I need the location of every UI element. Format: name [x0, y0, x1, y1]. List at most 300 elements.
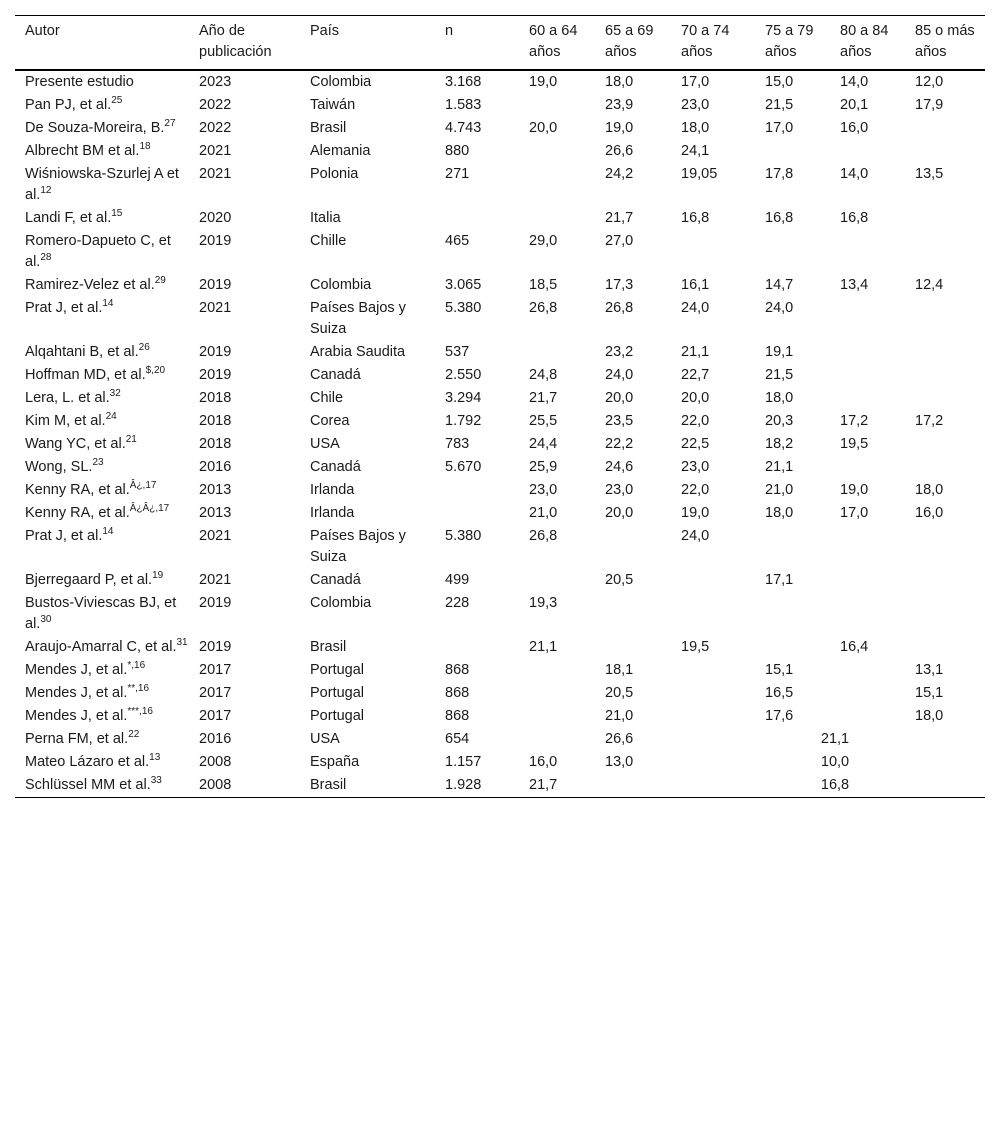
sample-size-cell: 1.583 [445, 97, 482, 113]
country-cell: Canadá [310, 572, 361, 588]
author-cell [15, 728, 189, 751]
value-60-64-cell: 16,0 [529, 754, 558, 770]
value-60-64-cell [519, 659, 595, 682]
column-header: 85 o más años [915, 23, 975, 60]
value-85-plus-cell [905, 387, 985, 410]
author-name: Kim M, et al. [25, 413, 106, 429]
value-65-69-cell: 23,9 [605, 97, 634, 113]
author-name: Bustos-Viviescas BJ, et al. [25, 595, 177, 632]
value-65-69-cell: 23,5 [605, 413, 634, 429]
country-cell: Alemania [310, 143, 371, 159]
table-row [15, 387, 985, 410]
year-cell: 2019 [199, 367, 232, 383]
value-70-74-cell: 23,0 [681, 459, 710, 475]
year-cell: 2018 [199, 413, 232, 429]
year-cell: 2017 [199, 708, 232, 724]
country-cell: Portugal [310, 662, 365, 678]
sample-size-cell: 868 [445, 685, 470, 701]
author-name: Araujo-Amarral C, et al. [25, 639, 177, 655]
year-cell: 2008 [199, 754, 232, 770]
value-85-plus-cell [905, 636, 985, 659]
table-row [15, 163, 985, 207]
value-75-84-cell: 10,0 [820, 754, 850, 770]
value-65-69-cell [595, 592, 671, 636]
value-60-64-cell: 21,0 [529, 505, 558, 521]
value-75-84-cell: 21,1 [820, 731, 850, 747]
author-name: Hoffman MD, et al. [25, 367, 146, 383]
value-80-84-cell: 17,0 [840, 505, 869, 521]
author-name: Prat J, et al. [25, 528, 103, 544]
value-80-84-cell [830, 659, 905, 682]
value-80-84-cell: 16,4 [840, 639, 869, 655]
table-row [15, 705, 985, 728]
value-70-74-cell: 16,1 [681, 277, 710, 293]
sample-size-cell: 537 [445, 344, 470, 360]
table-row [15, 364, 985, 387]
value-60-64-cell [519, 682, 595, 705]
value-80-84-cell [830, 341, 905, 364]
value-60-64-cell: 21,7 [529, 777, 558, 793]
value-65-69-cell: 26,8 [605, 300, 634, 316]
country-cell: Colombia [310, 277, 372, 293]
reference-superscript: 14 [102, 526, 114, 538]
value-80-84-cell [830, 456, 905, 479]
value-60-64-cell [519, 728, 595, 751]
sample-size-cell [435, 207, 519, 230]
reference-superscript: 12 [40, 185, 52, 197]
year-cell: 2019 [199, 233, 232, 249]
value-70-74-cell: 22,0 [681, 482, 710, 498]
country-cell: Arabia Saudita [310, 344, 406, 360]
value-70-74-cell: 23,0 [681, 97, 710, 113]
table-header-row [15, 16, 985, 71]
value-75-79-cell: 21,0 [765, 482, 794, 498]
value-65-69-cell [595, 525, 671, 569]
value-80-84-cell: 14,0 [840, 74, 869, 90]
value-80-84-cell: 17,2 [840, 413, 869, 429]
table-row [15, 140, 985, 163]
value-75-79-cell: 21,5 [765, 367, 794, 383]
author-cell [15, 774, 189, 798]
reference-superscript: 28 [40, 252, 52, 264]
table-row [15, 297, 985, 341]
sample-size-cell: 5.380 [445, 528, 482, 544]
sample-size-cell: 465 [445, 233, 470, 249]
value-70-74-cell: 21,1 [681, 344, 710, 360]
value-85-plus-cell: 17,2 [915, 413, 944, 429]
value-65-69-cell: 20,5 [605, 685, 634, 701]
year-cell: 2019 [199, 277, 232, 293]
value-70-74-cell: 22,5 [681, 436, 710, 452]
value-80-84-cell [830, 140, 905, 163]
table-row [15, 433, 985, 456]
table-row [15, 117, 985, 140]
table-row [15, 728, 985, 751]
author-cell [15, 163, 189, 207]
author-name: Wong, SL. [25, 459, 93, 475]
value-85-plus-cell [905, 569, 985, 592]
year-cell: 2021 [199, 300, 232, 316]
country-cell: Brasil [310, 777, 347, 793]
value-60-64-cell: 29,0 [529, 233, 558, 249]
year-cell: 2018 [199, 436, 232, 452]
value-85-plus-cell [905, 456, 985, 479]
value-80-84-cell: 19,5 [840, 436, 869, 452]
table-row [15, 636, 985, 659]
author-cell [15, 479, 189, 502]
country-cell: Polonia [310, 166, 359, 182]
year-cell: 2021 [199, 528, 232, 544]
author-name: Kenny RA, et al. [25, 505, 130, 521]
value-80-84-cell [830, 682, 905, 705]
value-80-84-cell: 19,0 [840, 482, 869, 498]
value-70-74-cell [671, 774, 755, 798]
country-cell: Brasil [310, 639, 347, 655]
value-60-64-cell: 21,7 [529, 390, 558, 406]
year-cell: 2021 [199, 166, 232, 182]
value-80-84-cell: 16,0 [840, 120, 869, 136]
value-85-plus-cell: 15,1 [915, 685, 944, 701]
author-cell [15, 682, 189, 705]
country-cell: USA [310, 436, 340, 452]
country-cell: USA [310, 731, 340, 747]
value-80-84-cell [830, 592, 905, 636]
value-65-69-cell: 26,6 [605, 143, 634, 159]
author-name: Wiśniowska-Szurlej A et al. [25, 166, 179, 203]
value-85-plus-cell [905, 433, 985, 456]
author-name: Wang YC, et al. [25, 436, 126, 452]
value-70-74-cell: 22,0 [681, 413, 710, 429]
value-70-74-cell: 20,0 [681, 390, 710, 406]
value-65-69-cell: 18,0 [605, 74, 634, 90]
author-name: Perna FM, et al. [25, 731, 129, 747]
author-cell [15, 410, 189, 433]
reference-superscript: $,20 [145, 365, 166, 377]
value-85-plus-cell: 18,0 [915, 482, 944, 498]
value-75-79-cell [755, 636, 830, 659]
author-cell [15, 364, 189, 387]
value-65-69-cell: 23,2 [605, 344, 634, 360]
value-70-74-cell: 17,0 [681, 74, 710, 90]
value-75-79-cell: 16,8 [765, 210, 794, 226]
author-cell [15, 456, 189, 479]
sample-size-cell [435, 502, 519, 525]
value-75-79-cell: 18,0 [765, 505, 794, 521]
sample-size-cell: 5.380 [445, 300, 482, 316]
year-cell: 2020 [199, 210, 232, 226]
value-70-74-cell: 19,05 [681, 166, 718, 182]
value-80-84-cell [830, 230, 905, 274]
value-65-69-cell [595, 636, 671, 659]
country-cell: Brasil [310, 120, 347, 136]
value-75-79-cell: 17,6 [765, 708, 794, 724]
country-cell: Taiwán [310, 97, 356, 113]
reference-superscript: 33 [150, 775, 162, 787]
sample-size-cell: 1.928 [445, 777, 482, 793]
country-cell: Países Bajos y Suiza [310, 300, 406, 337]
country-cell: Colombia [310, 74, 372, 90]
country-cell: Irlanda [310, 482, 355, 498]
reference-superscript: **,16 [127, 683, 150, 695]
value-70-74-cell [671, 751, 755, 774]
author-cell [15, 569, 189, 592]
reference-superscript: 27 [164, 118, 176, 130]
table-row [15, 525, 985, 569]
value-65-69-cell: 24,2 [605, 166, 634, 182]
reference-superscript: 19 [152, 570, 164, 582]
value-70-74-cell [671, 705, 755, 728]
author-name: Prat J, et al. [25, 300, 103, 316]
table-row [15, 456, 985, 479]
country-cell: España [310, 754, 360, 770]
reference-superscript: 29 [154, 275, 166, 287]
value-65-69-cell: 13,0 [605, 754, 634, 770]
value-75-79-cell [755, 525, 830, 569]
author-cell [15, 341, 189, 364]
author-name: Kenny RA, et al. [25, 482, 130, 498]
value-60-64-cell [519, 163, 595, 207]
table-row [15, 410, 985, 433]
author-cell [15, 387, 189, 410]
value-85-plus-cell: 17,9 [915, 97, 944, 113]
value-75-79-cell [755, 230, 830, 274]
value-80-84-cell [830, 705, 905, 728]
value-85-plus-cell: 18,0 [915, 708, 944, 724]
reference-superscript: 23 [92, 457, 104, 469]
value-65-69-cell: 24,0 [605, 367, 634, 383]
value-80-84-cell: 16,8 [840, 210, 869, 226]
author-cell [15, 502, 189, 525]
author-cell [15, 636, 189, 659]
table-body [15, 70, 985, 798]
value-60-64-cell: 20,0 [529, 120, 558, 136]
author-cell [15, 592, 189, 636]
value-85-plus-cell [905, 525, 985, 569]
sample-size-cell: 868 [445, 708, 470, 724]
author-cell [15, 433, 189, 456]
country-cell: Portugal [310, 685, 365, 701]
reference-superscript: 32 [109, 388, 121, 400]
author-name: Bjerregaard P, et al. [25, 572, 153, 588]
value-60-64-cell [519, 207, 595, 230]
value-75-79-cell: 17,1 [765, 572, 794, 588]
value-85-plus-cell [905, 592, 985, 636]
year-cell: 2022 [199, 97, 232, 113]
table-row [15, 341, 985, 364]
value-65-69-cell [595, 774, 671, 798]
value-70-74-cell: 24,0 [681, 300, 710, 316]
sample-size-cell: 3.294 [445, 390, 482, 406]
column-header: 65 a 69 años [605, 23, 654, 60]
value-80-84-cell: 13,4 [840, 277, 869, 293]
sample-size-cell [435, 479, 519, 502]
country-cell: Canadá [310, 459, 361, 475]
author-cell [15, 140, 189, 163]
value-65-69-cell: 20,0 [605, 390, 634, 406]
sample-size-cell: 1.792 [445, 413, 482, 429]
year-cell: 2016 [199, 459, 232, 475]
column-header: n [445, 23, 454, 39]
reference-superscript: 13 [149, 752, 161, 764]
year-cell: 2016 [199, 731, 232, 747]
value-65-69-cell: 26,6 [605, 731, 634, 747]
sample-size-cell: 4.743 [445, 120, 482, 136]
value-75-79-cell: 15,0 [765, 74, 794, 90]
country-cell: Irlanda [310, 505, 355, 521]
value-70-74-cell: 22,7 [681, 367, 710, 383]
author-cell [15, 70, 189, 94]
value-65-69-cell: 20,5 [605, 572, 634, 588]
author-name: Pan PJ, et al. [25, 97, 112, 113]
value-60-64-cell [519, 94, 595, 117]
reference-superscript: 14 [102, 298, 114, 310]
value-75-79-cell: 14,7 [765, 277, 794, 293]
sample-size-cell: 3.168 [445, 74, 482, 90]
author-cell [15, 297, 189, 341]
value-60-64-cell: 19,0 [529, 74, 558, 90]
year-cell: 2017 [199, 685, 232, 701]
table-container [15, 15, 985, 798]
value-85-plus-cell: 16,0 [915, 505, 944, 521]
value-75-79-cell: 15,1 [765, 662, 794, 678]
value-75-79-cell: 21,1 [765, 459, 794, 475]
country-cell: Colombia [310, 595, 372, 611]
year-cell: 2019 [199, 595, 232, 611]
sample-size-cell: 5.670 [445, 459, 482, 475]
value-85-plus-cell [905, 751, 985, 774]
value-85-plus-cell [905, 341, 985, 364]
reference-superscript: Â¿,17 [129, 480, 157, 492]
value-65-69-cell: 21,7 [605, 210, 634, 226]
value-75-79-cell: 20,3 [765, 413, 794, 429]
year-cell: 2022 [199, 120, 232, 136]
reference-superscript: 21 [125, 434, 137, 446]
year-cell: 2019 [199, 344, 232, 360]
author-cell [15, 117, 189, 140]
country-cell: Canadá [310, 367, 361, 383]
author-name: Schlüssel MM et al. [25, 777, 151, 793]
value-70-74-cell [671, 592, 755, 636]
value-60-64-cell: 24,4 [529, 436, 558, 452]
table-row [15, 592, 985, 636]
value-75-79-cell: 24,0 [765, 300, 794, 316]
value-85-plus-cell [905, 230, 985, 274]
reference-superscript: 22 [128, 729, 140, 741]
value-60-64-cell [519, 569, 595, 592]
value-75-79-cell: 16,5 [765, 685, 794, 701]
year-cell: 2013 [199, 505, 232, 521]
author-name: Albrecht BM et al. [25, 143, 140, 159]
value-85-plus-cell [905, 774, 985, 798]
author-name: De Souza-Moreira, B. [25, 120, 165, 136]
table-row [15, 479, 985, 502]
sample-size-cell: 3.065 [445, 277, 482, 293]
value-70-74-cell [671, 569, 755, 592]
value-85-plus-cell: 13,5 [915, 166, 944, 182]
value-75-79-cell: 18,0 [765, 390, 794, 406]
author-name: Mendes J, et al. [25, 662, 128, 678]
reference-superscript: 15 [111, 208, 123, 220]
author-name: Romero-Dapueto C, et al. [25, 233, 171, 270]
year-cell: 2013 [199, 482, 232, 498]
value-80-84-cell: 14,0 [840, 166, 869, 182]
value-60-64-cell [519, 705, 595, 728]
value-85-plus-cell: 13,1 [915, 662, 944, 678]
column-header: 70 a 74 años [681, 23, 730, 60]
reference-superscript: Â¿Â¿,17 [129, 503, 170, 515]
sample-size-cell: 654 [445, 731, 470, 747]
reference-superscript: 31 [176, 637, 188, 649]
year-cell: 2008 [199, 777, 232, 793]
table-row [15, 94, 985, 117]
year-cell: 2019 [199, 639, 232, 655]
value-85-plus-cell [905, 728, 985, 751]
table-row [15, 70, 985, 94]
value-65-69-cell: 27,0 [605, 233, 634, 249]
table-row [15, 274, 985, 297]
value-65-69-cell: 22,2 [605, 436, 634, 452]
author-name: Mateo Lázaro et al. [25, 754, 150, 770]
value-75-79-cell: 17,8 [765, 166, 794, 182]
author-name: Mendes J, et al. [25, 685, 128, 701]
value-65-69-cell: 24,6 [605, 459, 634, 475]
sample-size-cell: 2.550 [445, 367, 482, 383]
author-name: Ramirez-Velez et al. [25, 277, 155, 293]
table-row [15, 569, 985, 592]
value-80-84-cell [830, 364, 905, 387]
value-60-64-cell: 25,9 [529, 459, 558, 475]
column-header: 80 a 84 años [840, 23, 889, 60]
value-85-plus-cell [905, 364, 985, 387]
value-85-plus-cell [905, 297, 985, 341]
country-cell: Italia [310, 210, 341, 226]
value-70-74-cell: 24,0 [681, 528, 710, 544]
sample-size-cell: 880 [445, 143, 470, 159]
value-75-79-cell: 19,1 [765, 344, 794, 360]
table-row [15, 659, 985, 682]
value-85-plus-cell [905, 207, 985, 230]
reference-superscript: 18 [139, 141, 151, 153]
value-70-74-cell: 16,8 [681, 210, 710, 226]
author-name: Mendes J, et al. [25, 708, 128, 724]
year-cell: 2023 [199, 74, 232, 90]
reference-superscript: 26 [138, 342, 150, 354]
column-header: Año de publicación [199, 23, 272, 60]
country-cell: Corea [310, 413, 350, 429]
sample-size-cell: 228 [445, 595, 470, 611]
year-cell: 2021 [199, 143, 232, 159]
country-cell: Chille [310, 233, 347, 249]
column-header: 60 a 64 años [529, 23, 578, 60]
author-name: Lera, L. et al. [25, 390, 110, 406]
column-header: Autor [25, 23, 60, 39]
value-80-84-cell: 20,1 [840, 97, 869, 113]
table-row [15, 774, 985, 798]
value-60-64-cell: 19,3 [529, 595, 558, 611]
sample-size-cell: 499 [445, 572, 470, 588]
value-85-plus-cell [905, 117, 985, 140]
column-header: País [310, 23, 340, 39]
country-cell: Portugal [310, 708, 365, 724]
table-row [15, 751, 985, 774]
author-cell [15, 659, 189, 682]
author-cell [15, 94, 189, 117]
reference-superscript: ***,16 [127, 706, 153, 718]
reference-values-table [15, 15, 985, 798]
author-cell [15, 705, 189, 728]
author-cell [15, 751, 189, 774]
value-75-79-cell [755, 592, 830, 636]
